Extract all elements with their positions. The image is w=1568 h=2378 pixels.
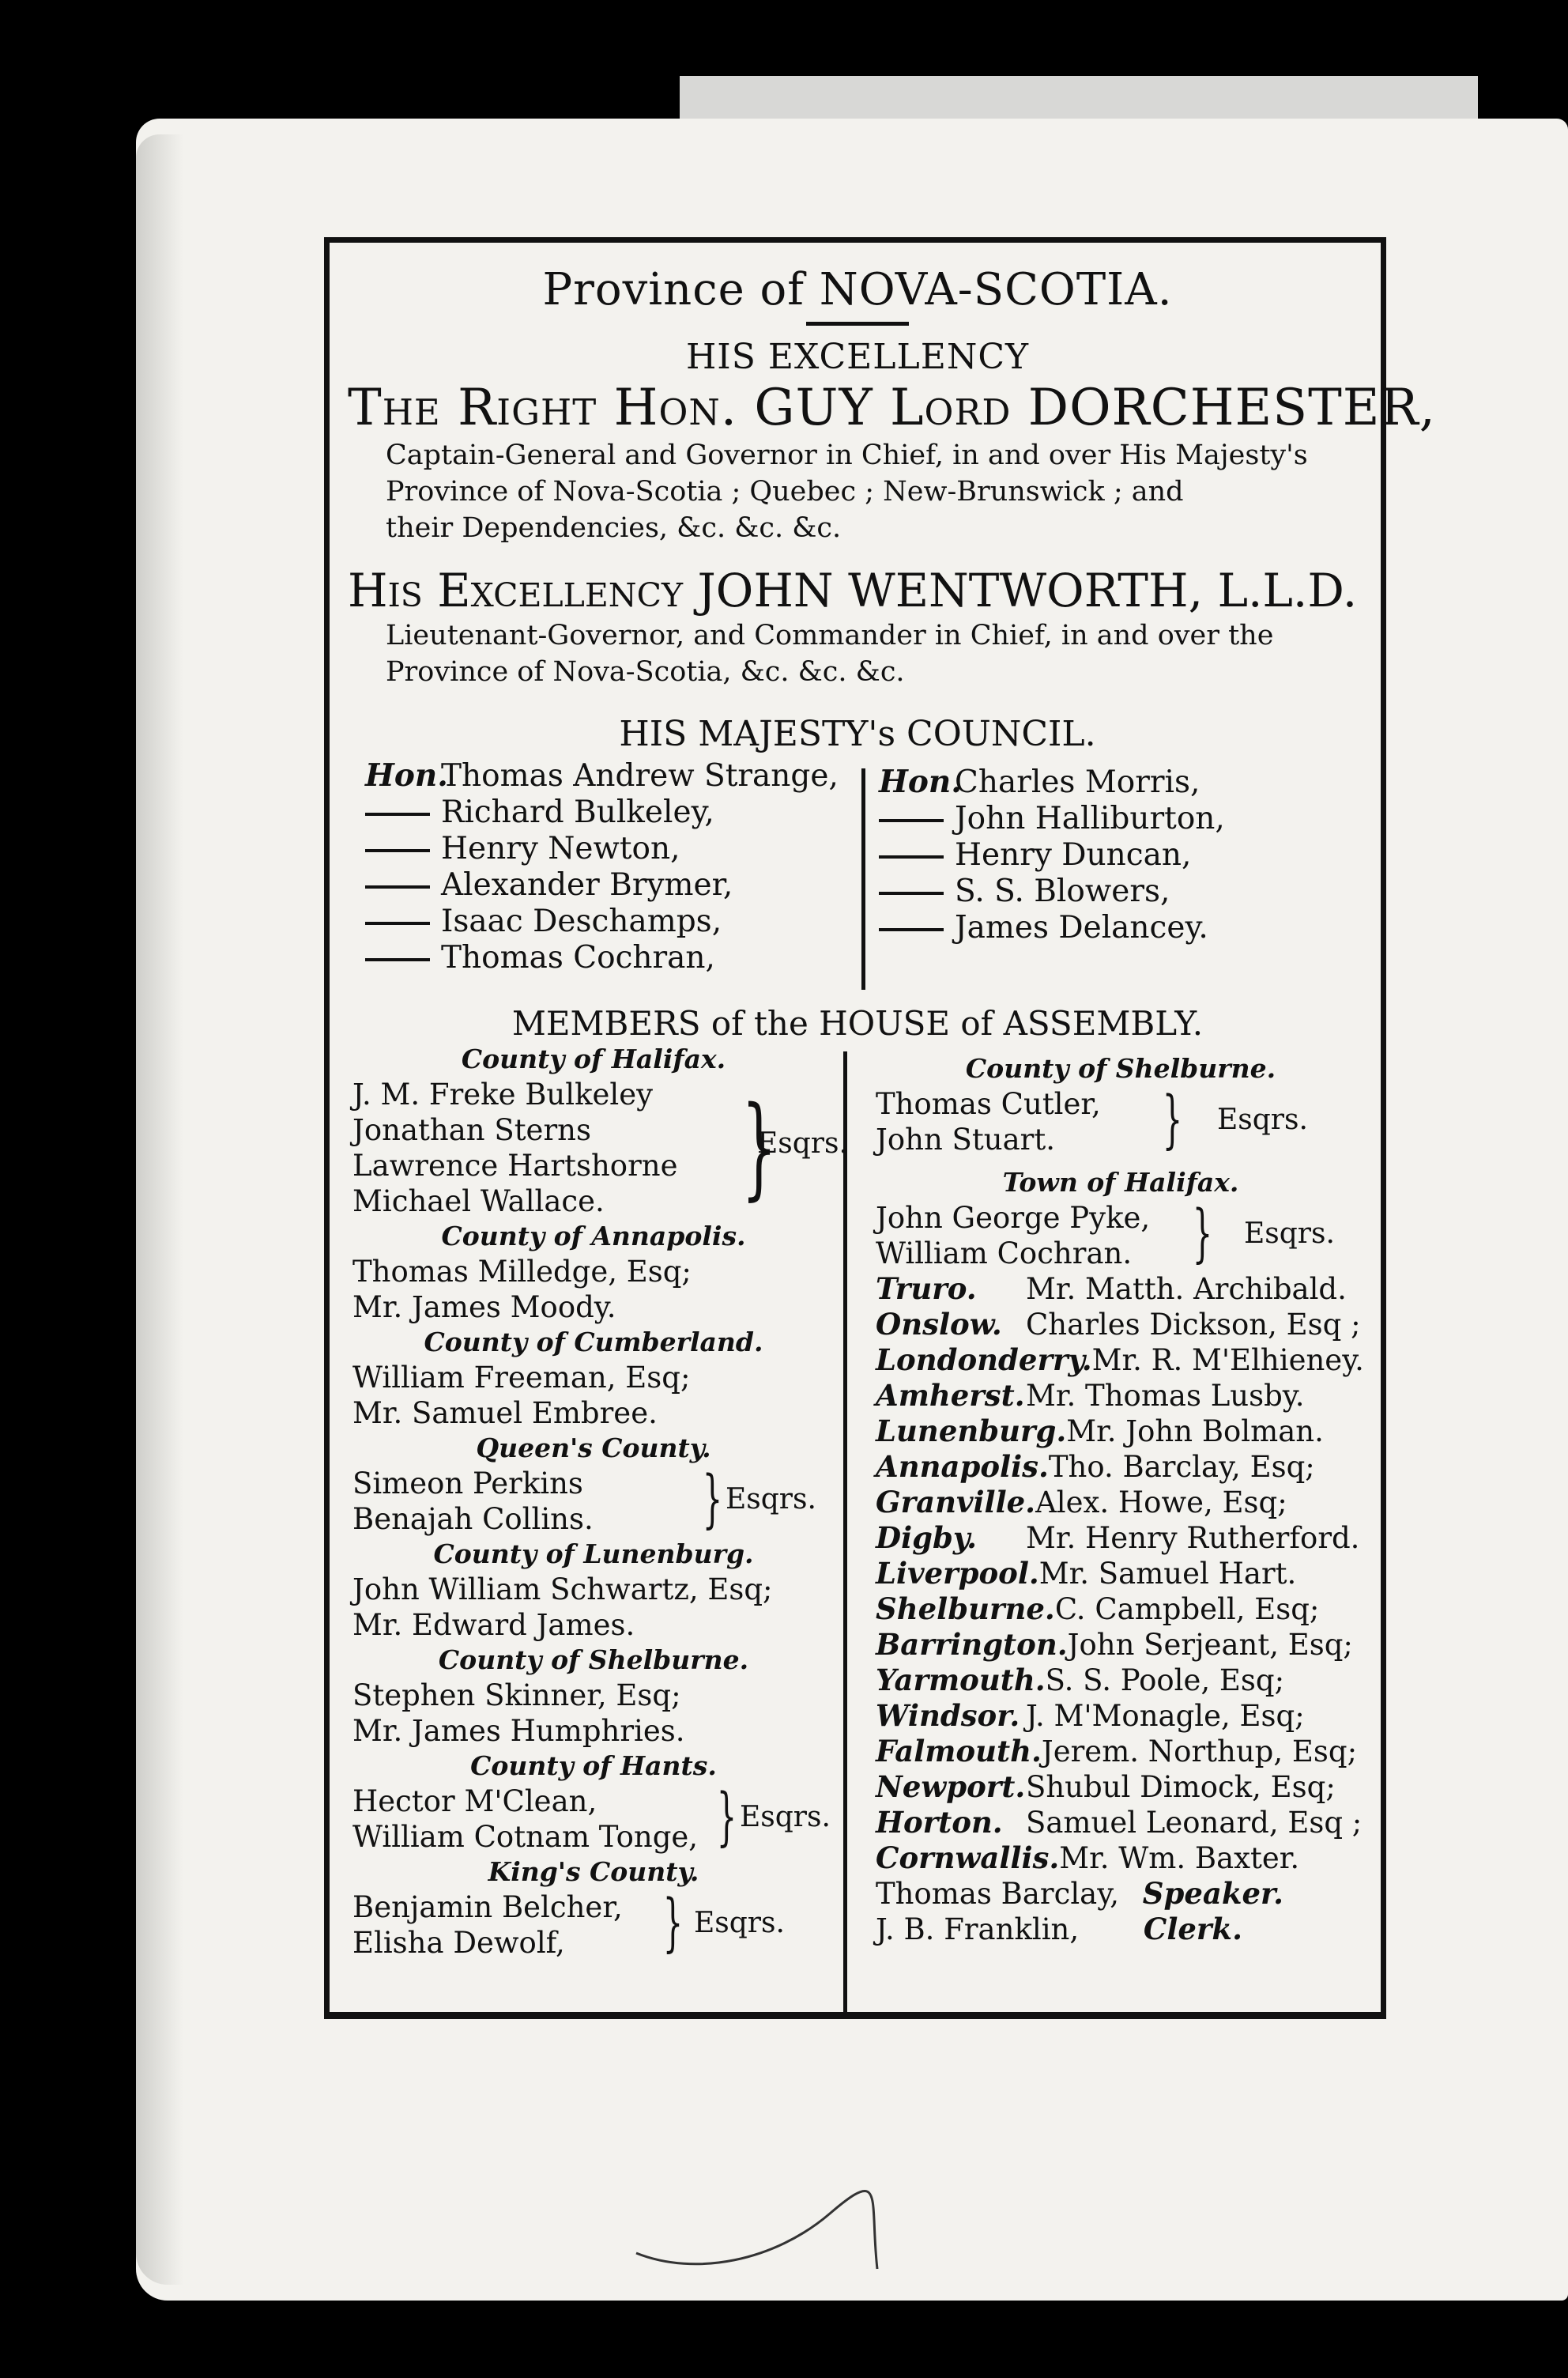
member-name: William Cotnam Tonge,	[352, 1820, 699, 1854]
ditto-dash	[365, 849, 430, 852]
town-member-row	[876, 1698, 1366, 1734]
member-name: Benajah Collins.	[352, 1502, 594, 1536]
town-name: Windsor.	[876, 1698, 1020, 1733]
town-name: Annapolis.	[876, 1449, 1049, 1484]
member-name: Mr. R. M'Elhieney.	[1091, 1343, 1364, 1377]
council-member: Henry Newton,	[365, 831, 839, 867]
member-name: J. M'Monagle, Esq;	[1026, 1699, 1305, 1733]
council-member: Hon.Charles Morris,	[879, 764, 1200, 800]
esq-label: Esqrs.	[1217, 1104, 1308, 1136]
member-name: Michael Wallace.	[352, 1184, 605, 1218]
member-name: Lawrence Hartshorne	[352, 1149, 678, 1183]
member-name: Mr. Thomas Lusby.	[1026, 1379, 1305, 1413]
assembly-right-column	[876, 1051, 1366, 1947]
brace: }	[1192, 1196, 1213, 1270]
lieutenant-desc-line: Lieutenant-Governor, and Commander in Chief, in and over the	[386, 620, 1274, 651]
town-member-row	[876, 1342, 1366, 1378]
member-name: Mr. Edward James.	[352, 1608, 635, 1642]
governor-description	[348, 437, 1367, 546]
member-name: Tho. Barclay, Esq;	[1048, 1450, 1315, 1484]
member-name: William Cochran.	[876, 1236, 1133, 1270]
member-name: Mr. John Bolman.	[1066, 1414, 1324, 1448]
town-member-row	[876, 1271, 1366, 1307]
member-name: William Freeman, Esq;	[352, 1361, 691, 1395]
esq-label: Esqrs.	[757, 1127, 848, 1160]
council-divider	[861, 768, 865, 990]
member-name: Stephen Skinner, Esq;	[352, 1678, 681, 1712]
town-member-row	[876, 1805, 1366, 1840]
brace: }	[702, 1462, 723, 1535]
town-name: Granville.	[876, 1485, 1036, 1519]
speaker-role: Speaker.	[1142, 1876, 1284, 1911]
page-title: Province of NOVA-SCOTIA.	[542, 264, 1173, 315]
member-name: Elisha Dewolf,	[352, 1926, 565, 1960]
member-name: John Stuart.	[876, 1123, 1055, 1157]
member-name: Benjamin Belcher,	[352, 1890, 623, 1924]
county-label: County of Halifax.	[461, 1044, 726, 1074]
esq-label: Esqrs.	[740, 1801, 831, 1833]
town-member-row	[876, 1414, 1366, 1449]
council-member: Thomas Cochran,	[365, 940, 839, 976]
town-member-row	[876, 1378, 1366, 1414]
halifax-county-group	[352, 1077, 848, 1219]
town-member-row	[876, 1556, 1366, 1591]
county-label: County of Lunenburg.	[433, 1538, 754, 1569]
member-name: Alex. Howe, Esq;	[1035, 1485, 1287, 1519]
member-name: Shubul Dimock, Esq;	[1026, 1770, 1336, 1804]
stray-pen-mark	[632, 2166, 885, 2277]
speaker-name: Thomas Barclay,	[876, 1877, 1119, 1911]
town-name: Digby.	[876, 1520, 978, 1555]
clerk-role: Clerk.	[1143, 1912, 1242, 1946]
kings-group	[352, 1885, 835, 1961]
shelburne-group	[876, 1082, 1366, 1157]
town-name: Onslow.	[876, 1307, 1002, 1342]
member-name: Jerem. Northup, Esq;	[1041, 1734, 1358, 1768]
county-label: King's County.	[488, 1856, 699, 1887]
governor-desc-line: Captain-General and Governor in Chief, in and over His Majesty's	[386, 440, 1308, 471]
governor-desc-line: their Dependencies, &c. &c. &c.	[386, 512, 842, 544]
town-name: Londonderry.	[876, 1342, 1092, 1377]
council-member: Richard Bulkeley,	[365, 795, 839, 831]
member-name: Mr. James Moody.	[352, 1290, 616, 1324]
queens-group	[352, 1462, 835, 1537]
clerk-name: J. B. Franklin,	[876, 1912, 1080, 1946]
member-name: Mr. Matth. Archibald.	[1026, 1272, 1347, 1306]
title-rule	[806, 322, 909, 326]
member-name: Hector M'Clean,	[352, 1784, 597, 1818]
member-name: C. Campbell, Esq;	[1054, 1592, 1320, 1626]
town-member-row	[876, 1734, 1366, 1769]
council-member: S. S. Blowers,	[879, 874, 1225, 910]
member-name: Samuel Leonard, Esq ;	[1026, 1806, 1363, 1840]
council-member: Isaac Deschamps,	[365, 904, 839, 940]
brace: }	[1162, 1082, 1183, 1156]
ditto-dash	[879, 855, 944, 859]
governor-desc-line: Province of Nova-Scotia ; Quebec ; New-Brunswick ; and	[386, 476, 1184, 508]
hants-group	[352, 1780, 835, 1855]
county-label: County of Shelburne.	[965, 1053, 1276, 1084]
assembly-left-column	[352, 1042, 848, 1961]
town-label: Town of Halifax.	[1002, 1167, 1239, 1198]
speaker-row	[876, 1876, 1366, 1912]
brace: }	[741, 1083, 777, 1212]
town-name: Liverpool.	[876, 1556, 1039, 1591]
town-member-row	[876, 1520, 1366, 1556]
council-heading: HIS MAJESTY's COUNCIL.	[619, 714, 1096, 754]
town-member-row	[876, 1840, 1366, 1876]
council-member: John Halliburton,	[879, 801, 1225, 837]
halifax-town-group	[876, 1196, 1366, 1271]
town-member-row	[876, 1449, 1366, 1485]
county-label: Queen's County.	[476, 1432, 711, 1463]
member-name: John William Schwartz, Esq;	[352, 1572, 773, 1606]
town-name: Yarmouth.	[876, 1663, 1046, 1697]
county-label: County of Hants.	[470, 1750, 717, 1781]
hon-label: Hon.	[365, 757, 448, 794]
member-name: Simeon Perkins	[352, 1466, 583, 1500]
header-section	[348, 261, 1437, 754]
member-name: Jonathan Sterns	[352, 1113, 591, 1147]
council-left-column	[365, 757, 839, 976]
member-name: John George Pyke,	[876, 1201, 1151, 1235]
ditto-dash	[879, 928, 944, 931]
town-name: Newport.	[876, 1769, 1026, 1804]
town-name: Amherst.	[876, 1378, 1025, 1413]
member-name: S. S. Poole, Esq;	[1045, 1663, 1285, 1697]
governor-heading: HIS EXCELLENCY	[685, 337, 1030, 377]
county-label: County of Cumberland.	[424, 1327, 763, 1357]
hon-label: Hon.	[879, 764, 962, 800]
member-name: Mr. James Humphries.	[352, 1714, 685, 1748]
assembly-heading: MEMBERS of the HOUSE of ASSEMBLY.	[511, 1004, 1204, 1043]
council-member: James Delancey.	[879, 910, 1225, 946]
town-member-row	[876, 1591, 1366, 1627]
governor-name: The Right Hon. GUY Lord DORCHESTER,	[348, 379, 1437, 437]
council-member: Henry Duncan,	[879, 837, 1225, 874]
page-binding-edge	[136, 134, 183, 2285]
town-name: Shelburne.	[876, 1591, 1055, 1626]
town-name: Barrington.	[876, 1627, 1068, 1662]
brace: }	[662, 1885, 684, 1959]
esq-label: Esqrs.	[726, 1483, 816, 1516]
member-name: Mr. Henry Rutherford.	[1026, 1521, 1360, 1555]
brace: }	[716, 1780, 737, 1853]
ditto-dash	[879, 819, 944, 822]
county-label: County of Shelburne.	[438, 1644, 749, 1675]
ditto-dash	[365, 958, 430, 961]
member-name: Thomas Milledge, Esq;	[352, 1255, 692, 1289]
ditto-dash	[365, 813, 430, 816]
town-name: Lunenburg.	[876, 1414, 1067, 1448]
town-name: Horton.	[876, 1805, 1003, 1840]
member-name: Mr. Samuel Hart.	[1038, 1557, 1297, 1591]
town-member-row	[876, 1769, 1366, 1805]
assembly-divider	[843, 1051, 847, 2016]
town-member-row	[876, 1627, 1366, 1663]
town-member-row	[876, 1485, 1366, 1520]
member-name: Mr. Samuel Embree.	[352, 1396, 658, 1430]
council-member: Alexander Brymer,	[365, 867, 839, 904]
member-name: Charles Dickson, Esq ;	[1026, 1308, 1361, 1342]
lieutenant-description	[348, 617, 1367, 690]
town-members-list	[876, 1271, 1366, 1876]
member-name: J. M. Freke Bulkeley	[352, 1078, 654, 1112]
town-name: Falmouth.	[876, 1734, 1042, 1768]
member-name: Mr. Wm. Baxter.	[1059, 1841, 1300, 1875]
esq-label: Esqrs.	[694, 1907, 785, 1939]
lieutenant-governor-name: His Excellency JOHN WENTWORTH, L.L.D.	[348, 564, 1358, 617]
council-member: Hon.Thomas Andrew Strange,	[365, 757, 839, 794]
town-name: Cornwallis.	[876, 1840, 1060, 1875]
member-name: Thomas Cutler,	[876, 1087, 1101, 1121]
town-member-row	[876, 1307, 1366, 1342]
council-right-column	[879, 764, 1225, 946]
esq-label: Esqrs.	[1244, 1217, 1335, 1250]
lieutenant-desc-line: Province of Nova-Scotia, &c. &c. &c.	[386, 656, 905, 688]
town-name: Truro.	[876, 1271, 977, 1306]
county-label: County of Annapolis.	[441, 1221, 746, 1251]
ditto-dash	[365, 922, 430, 925]
clerk-row	[876, 1912, 1366, 1947]
town-member-row	[876, 1663, 1366, 1698]
ditto-dash	[879, 892, 944, 895]
ditto-dash	[365, 885, 430, 889]
member-name: John Serjeant, Esq;	[1067, 1628, 1353, 1662]
